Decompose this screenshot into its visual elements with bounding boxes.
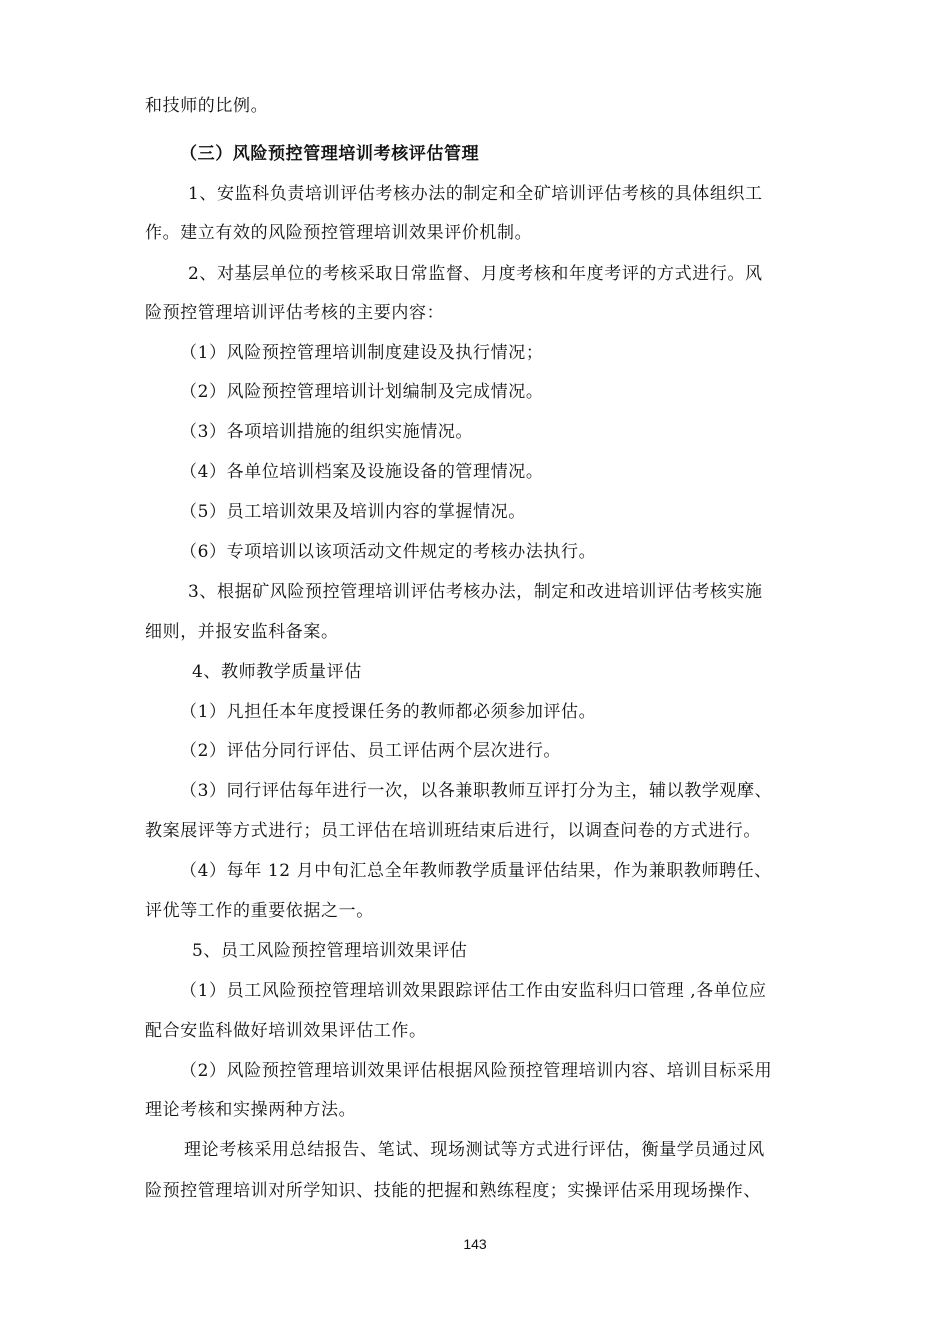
- list-item: （3）各项培训措施的组织实施情况。: [180, 422, 474, 442]
- list-item: （2）风险预控管理培训计划编制及完成情况。: [180, 382, 544, 402]
- subheading: 4、教师教学质量评估: [192, 662, 362, 682]
- list-item: （6）专项培训以该项活动文件规定的考核办法执行。: [180, 542, 597, 562]
- list-item: （1）风险预控管理培训制度建设及执行情况；: [180, 343, 544, 363]
- text-line: 理论考核采用总结报告、笔试、现场测试等方式进行评估，衡量学员通过风: [184, 1140, 765, 1160]
- list-item: （2）风险预控管理培训效果评估根据风险预控管理培训内容、培训目标采用: [180, 1061, 773, 1081]
- list-item: （3）同行评估每年进行一次，以各兼职教师互评打分为主，辅以教学观摩、: [180, 781, 773, 801]
- text-line: 1、安监科负责培训评估考核办法的制定和全矿培训评估考核的具体组织工: [188, 184, 763, 204]
- text-line: 教案展评等方式进行；员工评估在培训班结束后进行，以调查问卷的方式进行。: [145, 821, 761, 841]
- list-item: （5）员工培训效果及培训内容的掌握情况。: [180, 502, 526, 522]
- page-number: 143: [463, 1236, 487, 1252]
- text-line: 险预控管理培训评估考核的主要内容：: [145, 303, 445, 323]
- text-line: 理论考核和实操两种方法。: [145, 1100, 357, 1120]
- section-heading: （三）风险预控管理培训考核评估管理: [180, 144, 480, 164]
- text-line: 3、根据矿风险预控管理培训评估考核办法，制定和改进培训评估考核实施: [188, 582, 763, 602]
- list-item: （2）评估分同行评估、员工评估两个层次进行。: [180, 741, 562, 761]
- text-line: 险预控管理培训对所学知识、技能的把握和熟练程度；实操评估采用现场操作、: [145, 1181, 761, 1201]
- text-line: 评优等工作的重要依据之一。: [145, 901, 374, 921]
- list-item: （4）各单位培训档案及设施设备的管理情况。: [180, 462, 544, 482]
- text-line: 作。建立有效的风险预控管理培训效果评价机制。: [145, 223, 533, 243]
- text-line: 细则，并报安监科备案。: [145, 622, 339, 642]
- list-item: （1）凡担任本年度授课任务的教师都必须参加评估。: [180, 702, 597, 722]
- list-item: （4）每年 12 月中旬汇总全年教师教学质量评估结果，作为兼职教师聘任、: [180, 861, 772, 881]
- list-item: （1）员工风险预控管理培训效果跟踪评估工作由安监科归口管理 ,各单位应: [180, 981, 767, 1001]
- text-line: 配合安监科做好培训效果评估工作。: [145, 1021, 427, 1041]
- text-line: 和技师的比例。: [145, 96, 269, 116]
- subheading: 5、员工风险预控管理培训效果评估: [192, 941, 468, 961]
- text-line: 2、对基层单位的考核采取日常监督、月度考核和年度考评的方式进行。风: [188, 264, 763, 284]
